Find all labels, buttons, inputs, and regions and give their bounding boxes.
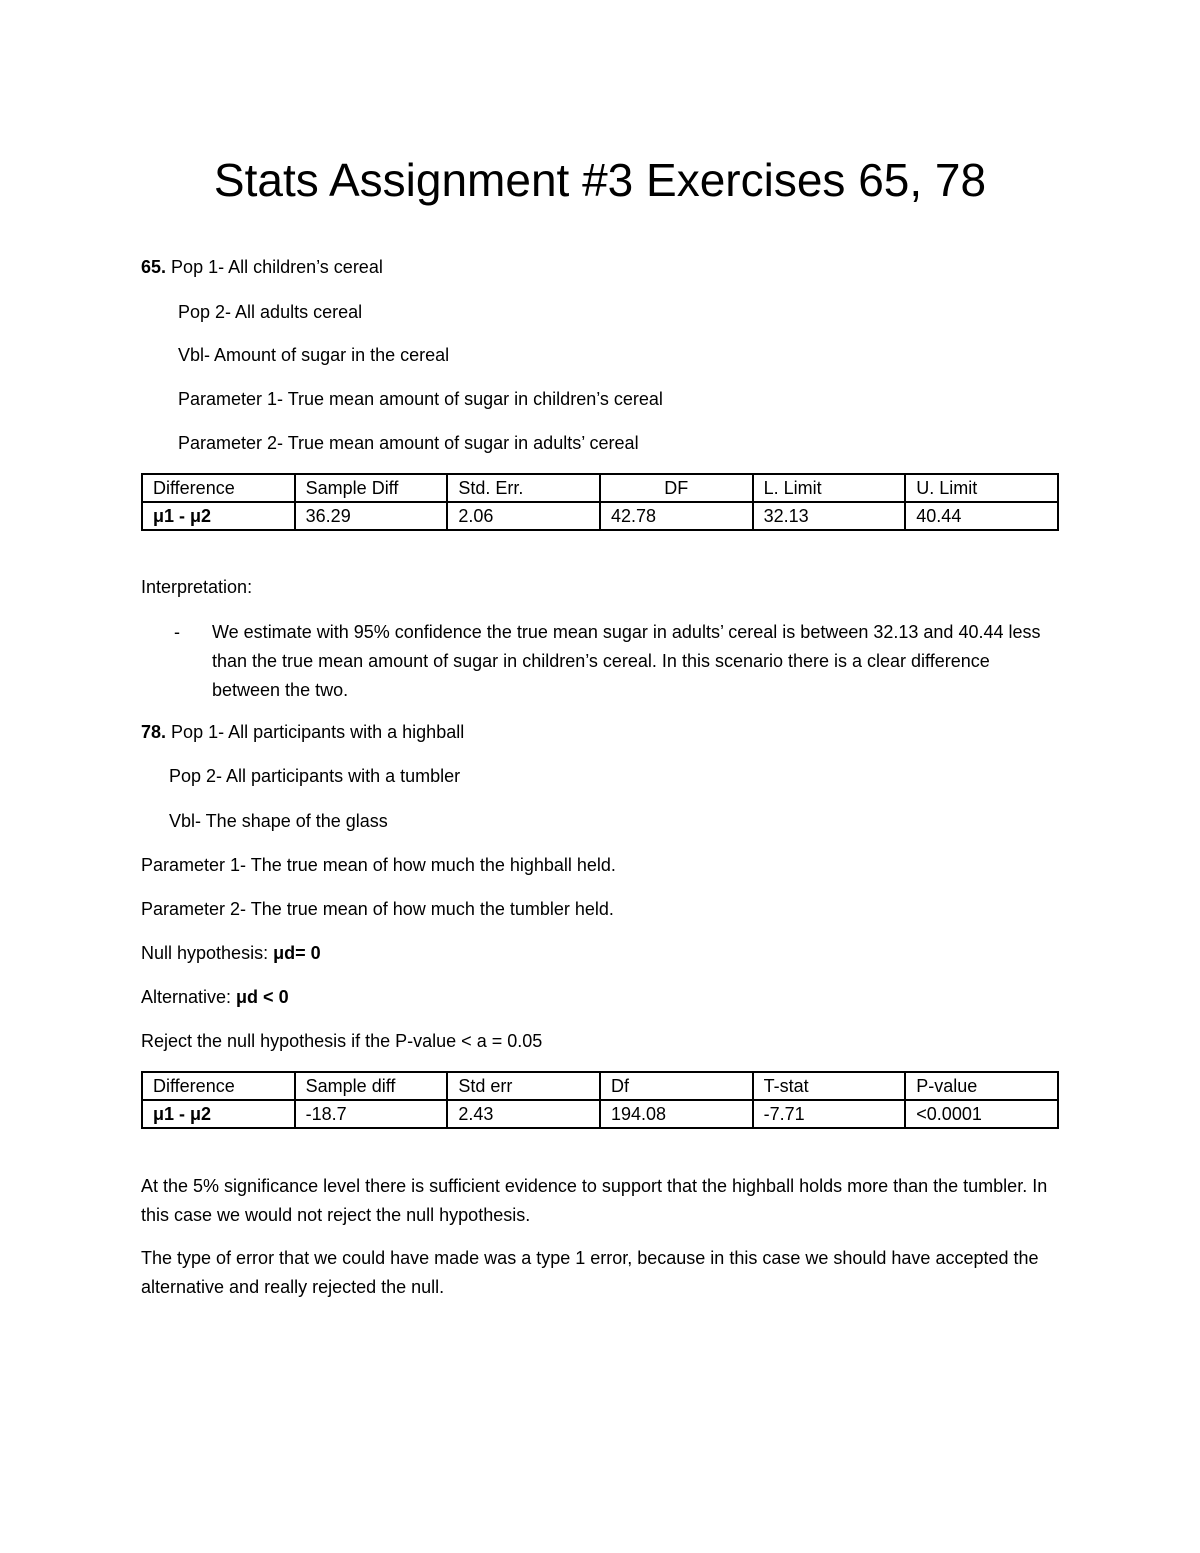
- table-header-cell: Std err: [447, 1072, 600, 1100]
- table-cell: 42.78: [600, 502, 753, 530]
- ex78-parameter-2: Parameter 2- The true mean of how much the tumbler held.: [141, 899, 614, 919]
- table-header-cell: Sample diff: [295, 1072, 448, 1100]
- table-cell: -18.7: [295, 1100, 448, 1128]
- table-row: [142, 502, 1058, 530]
- table-cell: 36.29: [295, 502, 448, 530]
- table-header-cell: T-stat: [753, 1072, 906, 1100]
- reject-rule: Reject the null hypothesis if the P-value < a = 0.05: [141, 1031, 543, 1051]
- conclusion-paragraph: At the 5% significance level there is sufficient evidence to support that the highball holds more than the tumbler. In this case we would not reject the null hypothesis.: [141, 1176, 1048, 1225]
- table-cell: 40.44: [905, 502, 1058, 530]
- ex78-parameter-1: Parameter 1- The true mean of how much the highball held.: [141, 855, 616, 875]
- table-header-row: [142, 1072, 1058, 1100]
- table-header-cell: DF: [600, 474, 753, 502]
- ex65-pop1-line: [141, 255, 383, 279]
- null-hypothesis: [141, 941, 321, 965]
- table-header-row: [142, 474, 1058, 502]
- table-cell: <0.0001: [905, 1100, 1058, 1128]
- table-cell: 194.08: [600, 1100, 753, 1128]
- ex65-parameter-2: Parameter 2- True mean amount of sugar in adults’ cereal: [178, 433, 639, 453]
- ex65-number: 65.: [141, 257, 167, 277]
- page-title: Stats Assignment #3 Exercises 65, 78: [213, 154, 987, 206]
- table-header-cell: P-value: [905, 1072, 1058, 1100]
- table-header-cell: L. Limit: [753, 474, 906, 502]
- table-cell: -7.71: [753, 1100, 906, 1128]
- table-cell: 2.06: [447, 502, 600, 530]
- table-header-cell: Df: [600, 1072, 753, 1100]
- table-header-cell: Sample Diff: [295, 474, 448, 502]
- table-cell: μ1 - μ2: [142, 502, 295, 530]
- table-header-cell: Difference: [142, 1072, 295, 1100]
- ex78-pop1-line: [141, 720, 464, 744]
- ex65-variable: Vbl- Amount of sugar in the cereal: [178, 345, 450, 365]
- ex78-pop2: Pop 2- All participants with a tumbler: [169, 766, 461, 786]
- alternative-value: μd < 0: [236, 987, 289, 1007]
- null-hypothesis-label: Null hypothesis:: [141, 943, 274, 963]
- bullet-dash: -: [174, 622, 180, 642]
- ex78-number: 78.: [141, 722, 167, 742]
- table-header-cell: U. Limit: [905, 474, 1058, 502]
- null-hypothesis-value: μd= 0: [273, 943, 321, 963]
- interpretation-label: Interpretation:: [141, 577, 253, 597]
- ex65-pop2: Pop 2- All adults cereal: [178, 302, 363, 322]
- table-row: [142, 1100, 1058, 1128]
- table-cell: 2.43: [447, 1100, 600, 1128]
- ex78-pop1: Pop 1- All participants with a highball: [171, 722, 465, 742]
- table-cell: μ1 - μ2: [142, 1100, 295, 1128]
- alternative-hypothesis: [141, 985, 289, 1009]
- ex65-pop1: Pop 1- All children’s cereal: [171, 257, 383, 277]
- error-type-paragraph: The type of error that we could have made was a type 1 error, because in this case we should have accepted the alternative and really rejected the null.: [141, 1248, 1039, 1297]
- table-header-cell: Difference: [142, 474, 295, 502]
- table-cell: 32.13: [753, 502, 906, 530]
- table-header-cell: Std. Err.: [447, 474, 600, 502]
- ex65-confidence-table: [141, 473, 1059, 531]
- ex78-variable: Vbl- The shape of the glass: [169, 811, 388, 831]
- alternative-label: Alternative:: [141, 987, 237, 1007]
- interpretation-text: We estimate with 95% confidence the true mean sugar in adults’ cereal is between 32.13 and 40.44 less than the true mean amount of sugar in children’s cereal. In this scenario there is a clear difference between the two.: [212, 622, 1041, 700]
- ex78-test-table: [141, 1071, 1059, 1129]
- ex65-parameter-1: Parameter 1- True mean amount of sugar in children’s cereal: [178, 389, 663, 409]
